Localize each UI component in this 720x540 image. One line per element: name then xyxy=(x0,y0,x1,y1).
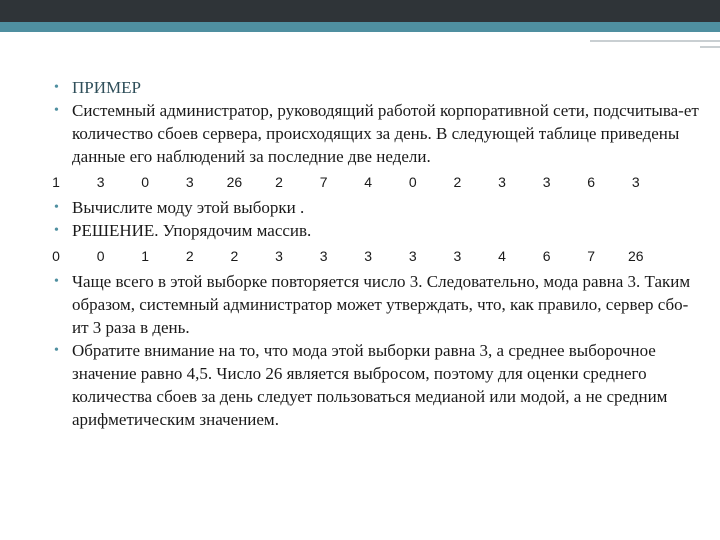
table-cell: 3 xyxy=(453,248,462,264)
table-cell: 3 xyxy=(96,174,105,190)
table-cell: 3 xyxy=(408,248,417,264)
bullet-note xyxy=(52,339,702,431)
table-cell: 0 xyxy=(141,174,150,190)
table-cell: 3 xyxy=(542,174,551,190)
table-cell: 2 xyxy=(453,174,462,190)
table-cell: 2 xyxy=(230,248,239,264)
corner-tab xyxy=(698,0,720,22)
table-cell: 7 xyxy=(319,174,328,190)
decorative-rule-short xyxy=(700,46,720,48)
bullet-icon: • xyxy=(54,80,59,95)
observations-row xyxy=(42,168,702,196)
table-cell: 26 xyxy=(628,248,644,264)
task-text: Вычислите моду этой выборки . xyxy=(72,198,305,217)
table-cell: 6 xyxy=(587,174,596,190)
table-cell: 3 xyxy=(498,174,506,190)
table-cell: 3 xyxy=(275,248,283,264)
bullet-solution xyxy=(52,219,702,242)
bullet-icon: • xyxy=(54,223,59,238)
table-cell: 0 xyxy=(96,248,105,264)
table-cell: 0 xyxy=(52,248,60,264)
table-cell: 1 xyxy=(141,248,150,264)
table-cell: 6 xyxy=(542,248,551,264)
table-cell: 3 xyxy=(631,174,640,190)
table-cell: 3 xyxy=(185,174,194,190)
header-band-dark xyxy=(0,0,720,22)
decorative-rule xyxy=(590,40,720,42)
table-cell: 1 xyxy=(52,174,60,190)
table-cell: 3 xyxy=(364,248,373,264)
problem-text: Системный администратор, руководящий работой корпоративной сети, подсчитыва-ет количество сбоев сервера, происходящих за день. В следующей таблице приведены данные его наблюдений за последние две недели. xyxy=(72,101,699,166)
bullet-icon: • xyxy=(54,274,59,289)
table-cell: 7 xyxy=(587,248,596,264)
example-heading: ПРИМЕР xyxy=(72,78,141,97)
table-cell: 4 xyxy=(498,248,506,264)
bullet-icon: • xyxy=(54,343,59,358)
bullet-example-title xyxy=(52,76,702,99)
bullet-icon: • xyxy=(54,200,59,215)
table-cell: 0 xyxy=(408,174,417,190)
table-cell: 2 xyxy=(275,174,283,190)
slide-content xyxy=(52,76,702,431)
sorted-row xyxy=(42,242,702,270)
conclusion-text: Чаще всего в этой выборке повторяется число 3. Следовательно, мода равна 3. Таким образом, системный администратор может утверждать, что, как правило, сервер сбо-ит 3 раза в день. xyxy=(72,272,691,337)
table-cell: 4 xyxy=(364,174,373,190)
bullet-icon: • xyxy=(54,103,59,118)
table-cell: 26 xyxy=(226,174,243,190)
bullet-task xyxy=(52,196,702,219)
table-cell: 2 xyxy=(185,248,194,264)
header-band-teal xyxy=(0,22,720,32)
bullet-problem-statement xyxy=(52,99,702,168)
note-text: Обратите внимание на то, что мода этой выборки равна 3, а среднее выборочное значение равно 4,5. Число 26 является выбросом, поэтому для оценки среднего количества сбоев за день следует пользоваться медианой или модой, а не средним арифметическим значением. xyxy=(72,341,668,429)
table-cell: 3 xyxy=(319,248,328,264)
solution-text: РЕШЕНИЕ. Упорядочим массив. xyxy=(72,221,312,240)
bullet-conclusion xyxy=(52,270,702,339)
